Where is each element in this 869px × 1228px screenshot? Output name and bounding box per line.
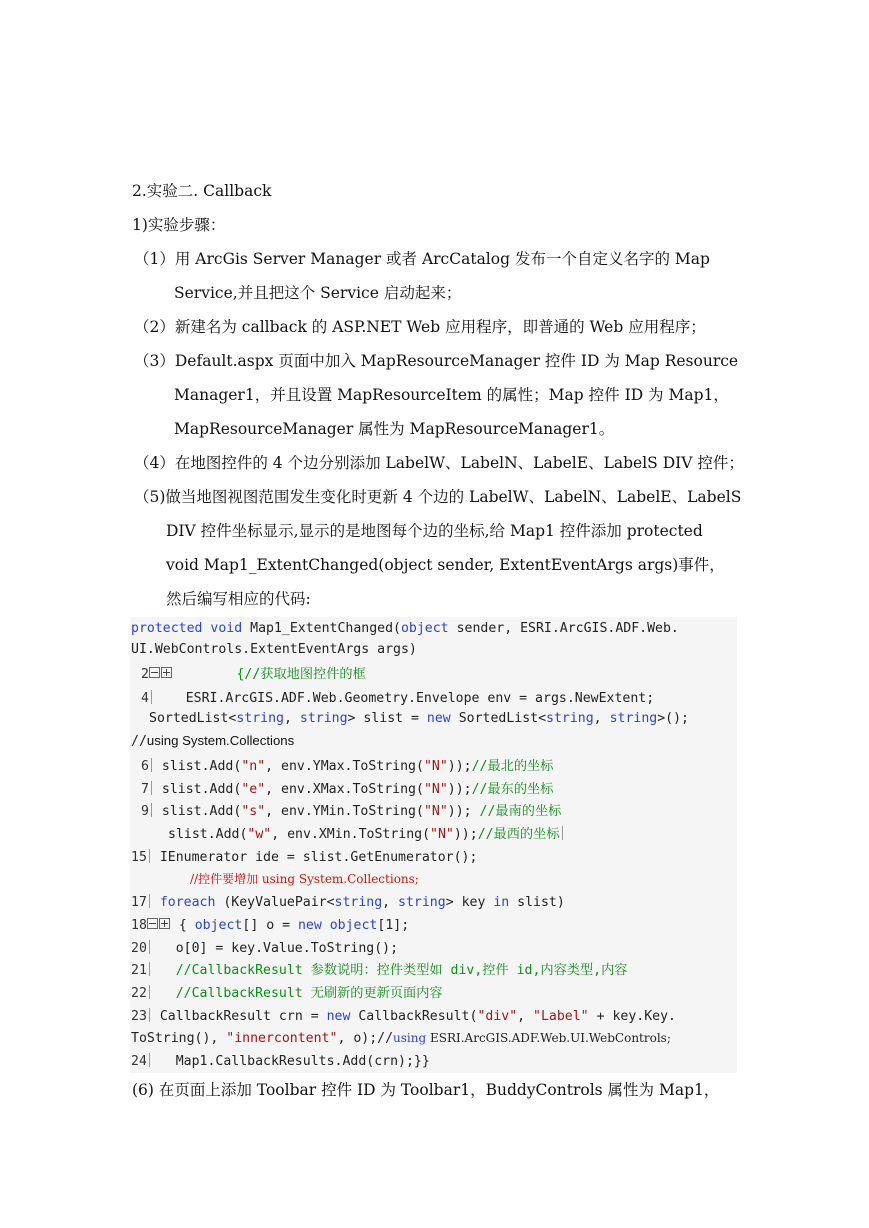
gutter-bar: [151, 690, 152, 704]
code-text: >();: [657, 711, 689, 726]
code-comment: {//获取地图控件的框: [236, 667, 366, 682]
keyword: protected: [131, 621, 203, 636]
code-text: Map1.CallbackResults.Add(crn);}}: [175, 1054, 430, 1069]
line-number: 6: [141, 759, 149, 774]
line-number: 18: [131, 918, 147, 933]
code-line-15: [131, 940, 398, 958]
code-text: ,: [593, 711, 610, 726]
step-5-line-1: （5)做当地图视图范围发生变化时更新 4 个边的 LabelW、LabelN、LabelE、LabelS: [134, 488, 742, 506]
line-number: 20: [131, 941, 147, 956]
code-text: , env.YMin.ToString(: [265, 804, 424, 819]
code-text: > slist =: [347, 711, 427, 726]
step-5-line-2: DIV 控件坐标显示,显示的是地图每个边的坐标,给 Map1 控件添加 protected: [166, 522, 703, 540]
keyword: string: [299, 711, 348, 726]
step-5-line-3: void Map1_ExtentChanged(object sender, ExtentEventArgs args)事件，: [166, 556, 725, 574]
gutter-bar: [151, 758, 152, 772]
code-text: ));: [447, 782, 472, 797]
code-line-11: [131, 849, 477, 867]
step-5-line-4: 然后编写相应的代码:: [166, 590, 311, 608]
step-3-line-3: MapResourceManager 属性为 MapResourceManager1。: [174, 420, 615, 438]
code-comment: //CallbackResult 无刷新的更新页面内容: [175, 986, 443, 1001]
code-line-1: [131, 620, 679, 638]
line-number: 24: [131, 1054, 147, 1069]
code-line-5: [149, 710, 689, 728]
code-text: ESRI.ArcGIS.ADF.Web.UI.WebControls;: [426, 1031, 671, 1045]
code-text: ));: [453, 827, 478, 842]
keyword: new: [426, 711, 451, 726]
keyword: in: [493, 895, 510, 910]
code-text: SortedList<: [149, 711, 237, 726]
gutter-bar: [151, 781, 152, 795]
code-text: ,: [517, 1009, 534, 1024]
code-text: [1];: [377, 918, 410, 933]
code-string: "Label": [533, 1009, 589, 1024]
code-text: Map1_ExtentChanged(: [242, 621, 401, 636]
step-4-line-1: （4）在地图控件的 4 个边分别添加 LabelW、LabelN、LabelE、LabelS DIV 控件；: [134, 454, 744, 472]
keyword: string: [609, 711, 658, 726]
code-text: ,: [382, 895, 399, 910]
line-number: 22: [131, 986, 147, 1001]
line-number: 21: [131, 963, 147, 978]
code-text: (KeyValuePair<: [215, 895, 335, 910]
keyword: string: [236, 711, 284, 726]
keyword: foreach: [159, 895, 216, 910]
keyword: string: [398, 895, 446, 910]
code-text: System.Collections: [178, 733, 295, 748]
code-text: > key: [445, 895, 494, 910]
code-text: CallbackResult(: [350, 1009, 478, 1024]
line-number: 7: [141, 782, 149, 797]
code-line-20: [131, 1053, 430, 1071]
gutter-bar: [149, 1053, 150, 1067]
code-line-12: [190, 870, 419, 889]
code-line-2: UI.WebControls.ExtentEventArgs args): [131, 642, 417, 657]
code-text: [322, 918, 330, 933]
line-number: 15: [131, 850, 147, 865]
keyword: object: [329, 918, 378, 933]
code-text: ));: [447, 804, 480, 819]
gutter-bar: [149, 940, 150, 954]
code-line-8: [141, 781, 553, 799]
code-line-13: [131, 894, 565, 912]
code-string: "N": [423, 782, 448, 797]
code-string: "N": [423, 759, 448, 774]
code-string: "n": [241, 759, 266, 774]
code-comment: //最南的坐标: [479, 804, 562, 819]
code-text: , o);//: [337, 1031, 394, 1046]
keyword: new: [297, 918, 322, 933]
code-text: , env.YMax.ToString(: [265, 759, 424, 774]
code-string: "e": [241, 782, 266, 797]
code-text: {: [178, 918, 195, 933]
gutter-bar: [149, 1008, 150, 1022]
code-comment: //最东的坐标: [471, 782, 554, 797]
gutter-bar: [149, 962, 150, 976]
code-string: "N": [423, 804, 448, 819]
code-text: slist): [509, 895, 565, 910]
collapse-icon[interactable]: [149, 667, 160, 678]
step-3-line-2: Manager1，并且设置 MapResourceItem 的属性；Map 控件 ID 为 Map1，: [174, 386, 729, 404]
code-line-17: [131, 985, 443, 1003]
code-text: ToString(),: [131, 1031, 227, 1046]
code-text: slist.Add(: [161, 759, 242, 774]
code-line-3: [141, 666, 366, 684]
code-text: slist.Add(: [168, 827, 248, 842]
code-block: [130, 617, 737, 1073]
code-text: sender, ESRI.ArcGIS.ADF.Web.: [448, 621, 679, 636]
section-heading: 2.实验二. Callback: [132, 182, 272, 200]
gutter-bar: [562, 826, 563, 840]
code-string: "w": [247, 827, 272, 842]
code-string: "N": [430, 827, 454, 842]
code-text: , env.XMax.ToString(: [265, 782, 424, 797]
gutter-bar: [149, 985, 150, 999]
code-text: CallbackResult crn =: [159, 1009, 327, 1024]
line-number: 2: [141, 667, 149, 682]
code-text: [] o =: [242, 918, 298, 933]
line-number: 9: [141, 804, 149, 819]
code-line-14: [131, 917, 409, 935]
code-text: IEnumerator ide = slist.GetEnumerator();: [159, 850, 478, 865]
steps-title: 1)实验步骤：: [132, 216, 226, 234]
keyword: string: [334, 895, 383, 910]
keyword: void: [210, 621, 243, 636]
code-line-7: [141, 758, 553, 776]
keyword: using: [393, 1031, 427, 1045]
code-string: "s": [241, 804, 266, 819]
code-line-6: [131, 732, 294, 751]
code-text: + key.Key.: [588, 1009, 676, 1024]
step-6-line-1: (6) 在页面上添加 Toolbar 控件 ID 为 Toolbar1，BuddyControls 属性为 Map1，: [132, 1081, 720, 1099]
step-1-line-1: （1）用 ArcGis Server Manager 或者 ArcCatalog 发布一个自定义名字的 Map: [134, 250, 710, 268]
code-line-16: [131, 962, 627, 980]
keyword: object: [194, 918, 243, 933]
step-2-line-1: （2）新建名为 callback 的 ASP.NET Web 应用程序，即普通的 Web 应用程序；: [134, 318, 706, 336]
code-line-19: [131, 1029, 671, 1048]
step-1-line-2: Service,并且把这个 Service 启动起来；: [174, 284, 462, 302]
code-line-10: [168, 826, 565, 844]
code-comment: //最西的坐标: [477, 827, 560, 842]
gutter-bar: [149, 894, 150, 908]
keyword: string: [546, 711, 594, 726]
collapse-icon[interactable]: [147, 918, 158, 929]
keyword: new: [326, 1009, 351, 1024]
code-string: "innercontent": [226, 1031, 338, 1046]
line-number: 23: [131, 1009, 147, 1024]
keyword: object: [400, 621, 449, 636]
code-line-4: [141, 690, 654, 708]
code-text: //: [131, 734, 147, 749]
code-text: o[0] = key.Value.ToString();: [175, 941, 399, 956]
code-line-18: [131, 1008, 676, 1026]
code-comment: //最北的坐标: [471, 759, 554, 774]
code-text: ESRI.ArcGIS.ADF.Web.Geometry.Envelope env = args.NewExtent;: [185, 691, 655, 706]
line-number: 17: [131, 895, 147, 910]
gutter-bar: [151, 803, 152, 817]
code-text: ));: [447, 759, 472, 774]
code-comment: //CallbackResult 参数说明：控件类型如 div,控件 id,内容类型,内容: [175, 963, 628, 978]
code-text: , env.XMin.ToString(: [271, 827, 431, 842]
code-text: slist.Add(: [161, 782, 242, 797]
code-text: ,: [283, 711, 300, 726]
expand-icon[interactable]: [161, 667, 172, 678]
code-string: "div": [477, 1009, 518, 1024]
line-number: 4: [141, 691, 149, 706]
gutter-bar: [149, 849, 150, 863]
code-text-red: using: [146, 733, 179, 748]
code-text: SortedList<: [450, 711, 547, 726]
step-3-line-1: （3）Default.aspx 页面中加入 MapResourceManager 控件 ID 为 Map Resource: [134, 352, 739, 370]
expand-icon[interactable]: [159, 918, 170, 929]
code-line-9: [141, 803, 561, 821]
code-comment-red: //控件要增加 using System.Collections;: [190, 872, 419, 886]
code-text: slist.Add(: [161, 804, 242, 819]
